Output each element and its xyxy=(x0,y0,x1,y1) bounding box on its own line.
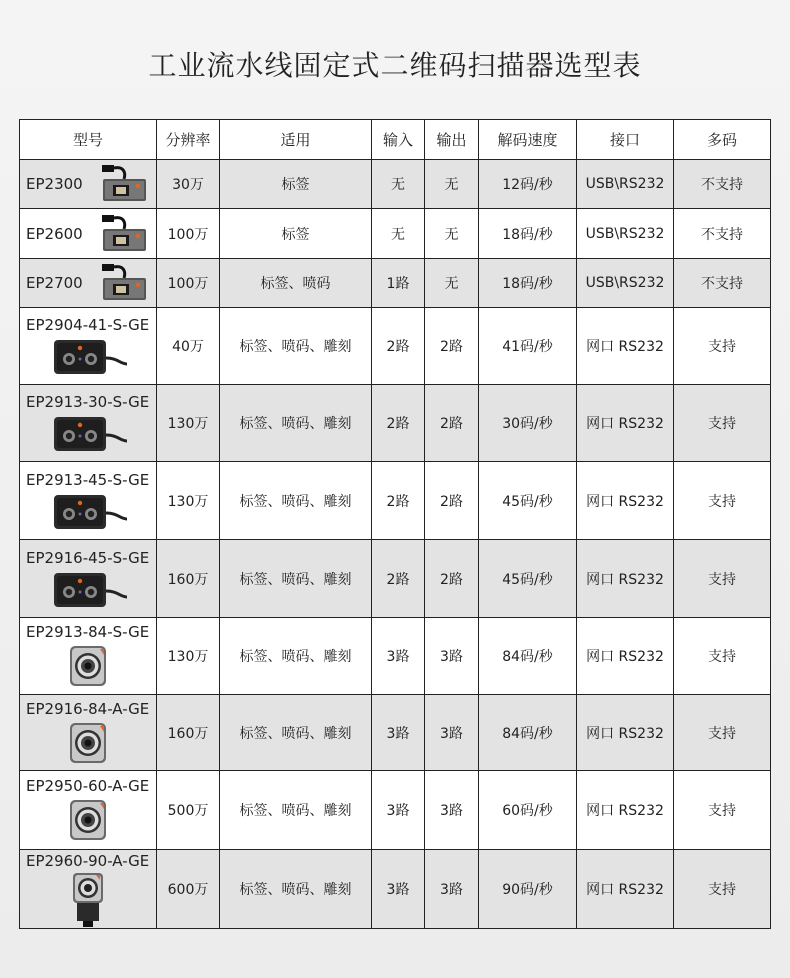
multi-cell: 支持 xyxy=(674,308,771,385)
table-row xyxy=(20,771,771,850)
header-resolution: 分辨率 xyxy=(157,120,220,160)
speed-cell: 41码/秒 xyxy=(479,308,577,385)
multi-cell: 支持 xyxy=(674,462,771,540)
interface-cell: 网口 RS232 xyxy=(577,462,674,540)
header-interface: 接口 xyxy=(577,120,674,160)
usage-cell: 标签、喷码、雕刻 xyxy=(220,695,372,771)
interface-cell: 网口 RS232 xyxy=(577,385,674,462)
table-row xyxy=(20,259,771,308)
multi-cell: 支持 xyxy=(674,771,771,850)
input-cell: 无 xyxy=(372,209,425,259)
scanner-dual-lens-icon xyxy=(48,567,128,611)
table-row xyxy=(20,385,771,462)
scanner-box-small-icon xyxy=(100,213,150,255)
resolution-cell: 160万 xyxy=(157,540,220,618)
model-name: EP2700 xyxy=(26,274,83,292)
speed-cell: 84码/秒 xyxy=(479,695,577,771)
multi-cell: 不支持 xyxy=(674,160,771,209)
interface-cell: 网口 RS232 xyxy=(577,771,674,850)
multi-cell: 支持 xyxy=(674,385,771,462)
model-cell xyxy=(20,850,157,929)
table-row xyxy=(20,308,771,385)
model-name: EP2600 xyxy=(26,224,83,243)
scanner-ring-lens-icon xyxy=(63,718,113,768)
resolution-cell: 30万 xyxy=(157,160,220,209)
input-cell: 3路 xyxy=(372,695,425,771)
speed-cell: 30码/秒 xyxy=(479,385,577,462)
model-name: EP2960-90-A-GE xyxy=(26,852,150,870)
model-cell xyxy=(20,771,157,850)
interface-cell: USB\RS232 xyxy=(577,259,674,308)
speed-cell: 90码/秒 xyxy=(479,850,577,929)
usage-cell: 标签、喷码、雕刻 xyxy=(220,540,372,618)
scanner-box-small-icon xyxy=(100,163,150,205)
usage-cell: 标签 xyxy=(220,209,372,259)
model-cell xyxy=(20,209,157,259)
model-cell xyxy=(20,462,157,540)
table-row xyxy=(20,540,771,618)
table-row xyxy=(20,462,771,540)
resolution-cell: 600万 xyxy=(157,850,220,929)
usage-cell: 标签、喷码、雕刻 xyxy=(220,618,372,695)
multi-cell: 不支持 xyxy=(674,259,771,308)
speed-cell: 84码/秒 xyxy=(479,618,577,695)
multi-cell: 支持 xyxy=(674,540,771,618)
header-speed: 解码速度 xyxy=(479,120,577,160)
resolution-cell: 100万 xyxy=(157,259,220,308)
resolution-cell: 40万 xyxy=(157,308,220,385)
speed-cell: 18码/秒 xyxy=(479,259,577,308)
input-cell: 2路 xyxy=(372,462,425,540)
model-cell xyxy=(20,259,157,308)
model-cell xyxy=(20,540,157,618)
model-name: EP2916-84-A-GE xyxy=(26,699,150,718)
output-cell: 2路 xyxy=(425,540,479,618)
header-model: 型号 xyxy=(20,120,157,160)
resolution-cell: 130万 xyxy=(157,462,220,540)
table-row xyxy=(20,160,771,209)
scanner-dual-lens-icon xyxy=(48,411,128,455)
output-cell: 无 xyxy=(425,259,479,308)
header-usage: 适用 xyxy=(220,120,372,160)
selection-table xyxy=(19,119,771,929)
multi-cell: 支持 xyxy=(674,850,771,929)
model-name: EP2913-30-S-GE xyxy=(26,393,150,411)
output-cell: 3路 xyxy=(425,695,479,771)
input-cell: 无 xyxy=(372,160,425,209)
input-cell: 3路 xyxy=(372,850,425,929)
header-output: 输出 xyxy=(425,120,479,160)
scanner-box-small-icon xyxy=(100,262,150,304)
model-cell xyxy=(20,385,157,462)
output-cell: 2路 xyxy=(425,385,479,462)
input-cell: 2路 xyxy=(372,540,425,618)
output-cell: 2路 xyxy=(425,462,479,540)
input-cell: 3路 xyxy=(372,618,425,695)
model-cell xyxy=(20,618,157,695)
model-name: EP2904-41-S-GE xyxy=(26,316,150,334)
resolution-cell: 130万 xyxy=(157,385,220,462)
header-input: 输入 xyxy=(372,120,425,160)
table-row xyxy=(20,695,771,771)
usage-cell: 标签、喷码、雕刻 xyxy=(220,385,372,462)
page-title: 工业流水线固定式二维码扫描器选型表 xyxy=(148,49,642,82)
resolution-cell: 100万 xyxy=(157,209,220,259)
usage-cell: 标签 xyxy=(220,160,372,209)
scanner-dual-lens-icon xyxy=(48,334,128,378)
model-name: EP2913-45-S-GE xyxy=(26,470,150,489)
speed-cell: 45码/秒 xyxy=(479,462,577,540)
model-name: EP2916-45-S-GE xyxy=(26,548,150,567)
header-row xyxy=(20,120,771,160)
input-cell: 1路 xyxy=(372,259,425,308)
usage-cell: 标签、喷码 xyxy=(220,259,372,308)
interface-cell: 网口 RS232 xyxy=(577,618,674,695)
speed-cell: 18码/秒 xyxy=(479,209,577,259)
model-cell xyxy=(20,695,157,771)
speed-cell: 60码/秒 xyxy=(479,771,577,850)
model-cell xyxy=(20,308,157,385)
table-row xyxy=(20,850,771,929)
scanner-ring-lens-icon xyxy=(63,641,113,691)
table-row xyxy=(20,209,771,259)
output-cell: 3路 xyxy=(425,850,479,929)
resolution-cell: 160万 xyxy=(157,695,220,771)
multi-cell: 不支持 xyxy=(674,209,771,259)
interface-cell: 网口 RS232 xyxy=(577,850,674,929)
model-name: EP2300 xyxy=(26,175,83,193)
output-cell: 3路 xyxy=(425,618,479,695)
output-cell: 无 xyxy=(425,160,479,209)
interface-cell: USB\RS232 xyxy=(577,160,674,209)
input-cell: 2路 xyxy=(372,385,425,462)
model-name: EP2913-84-S-GE xyxy=(26,623,150,641)
output-cell: 2路 xyxy=(425,308,479,385)
table-row xyxy=(20,618,771,695)
model-cell xyxy=(20,160,157,209)
interface-cell: USB\RS232 xyxy=(577,209,674,259)
scanner-ring-lens-icon xyxy=(63,795,113,845)
usage-cell: 标签、喷码、雕刻 xyxy=(220,850,372,929)
speed-cell: 12码/秒 xyxy=(479,160,577,209)
input-cell: 3路 xyxy=(372,771,425,850)
usage-cell: 标签、喷码、雕刻 xyxy=(220,308,372,385)
speed-cell: 45码/秒 xyxy=(479,540,577,618)
interface-cell: 网口 RS232 xyxy=(577,540,674,618)
resolution-cell: 130万 xyxy=(157,618,220,695)
scanner-dual-lens-icon xyxy=(48,489,128,533)
output-cell: 无 xyxy=(425,209,479,259)
multi-cell: 支持 xyxy=(674,618,771,695)
usage-cell: 标签、喷码、雕刻 xyxy=(220,771,372,850)
input-cell: 2路 xyxy=(372,308,425,385)
multi-cell: 支持 xyxy=(674,695,771,771)
interface-cell: 网口 RS232 xyxy=(577,308,674,385)
output-cell: 3路 xyxy=(425,771,479,850)
usage-cell: 标签、喷码、雕刻 xyxy=(220,462,372,540)
resolution-cell: 500万 xyxy=(157,771,220,850)
header-multi: 多码 xyxy=(674,120,771,160)
scanner-camera-tall-icon xyxy=(65,870,111,928)
interface-cell: 网口 RS232 xyxy=(577,695,674,771)
model-name: EP2950-60-A-GE xyxy=(26,777,150,795)
